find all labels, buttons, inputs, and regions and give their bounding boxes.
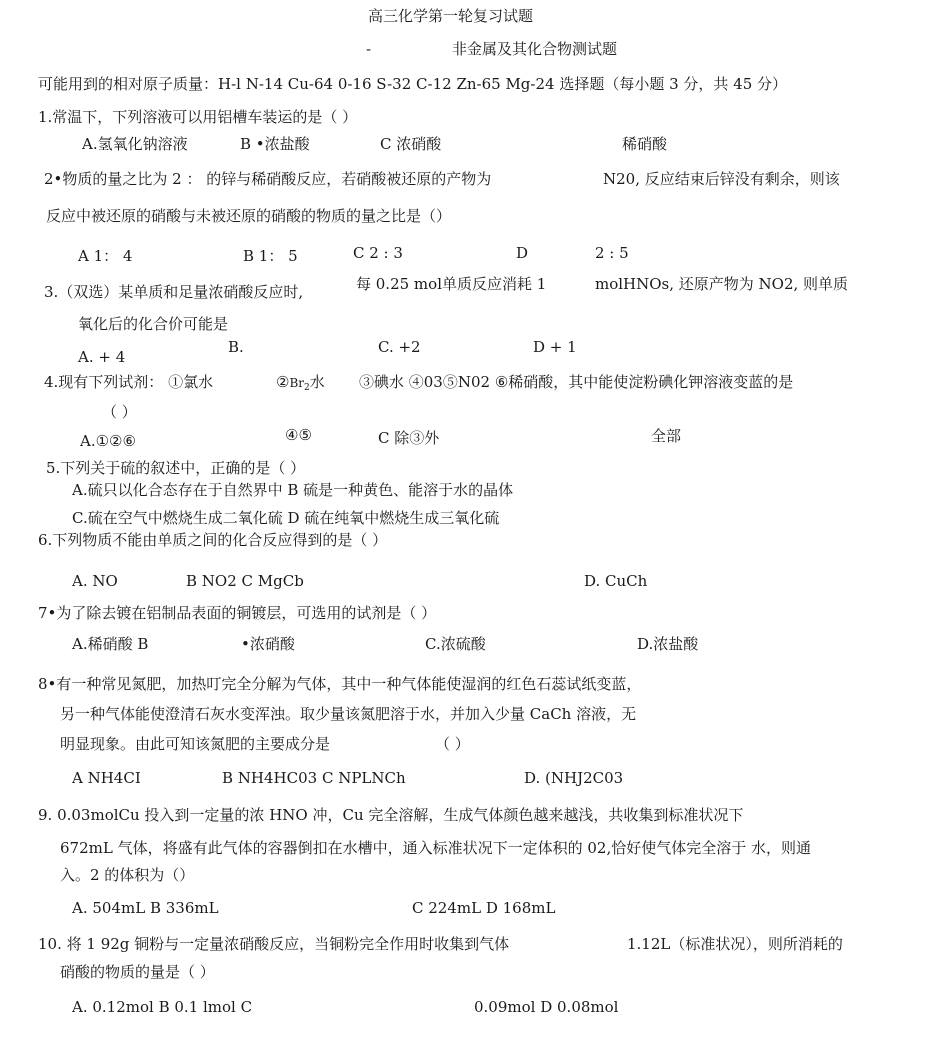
question-3-option-d: D + 1 <box>533 338 577 356</box>
question-9-stem-line-3: 入。2 的体积为（） <box>60 866 195 884</box>
question-4-option-a: A.①②⑥ <box>80 432 136 450</box>
question-3-stem-part-3: molHNOs, 还原产物为 NO2, 则单质 <box>595 275 849 293</box>
question-7-option-b: •浓硝酸 <box>241 635 295 653</box>
question-4-option-c: C 除③外 <box>378 429 440 447</box>
atomic-mass-intro: 可能用到的相对原子质量：H-l N-14 Cu-64 0-16 S-32 C-12 Zn-65 Mg-24 选择题（每小题 3 分，共 45 分） <box>38 75 788 93</box>
page-title: 高三化学第一轮复习试题 <box>368 7 534 25</box>
question-6-options-bc: B NO2 C MgCb <box>186 572 304 590</box>
question-8-option-d: D. (NHJ2C03 <box>524 769 624 787</box>
question-1-option-a: A.氢氧化钠溶液 <box>82 135 188 153</box>
question-8-stem-line-2: 另一种气体能使澄清石灰水变浑浊。取少量该氮肥溶于水，并加入少量 CaCh 溶液，无 <box>60 705 637 723</box>
question-10-option-cd: 0.09mol D 0.08mol <box>474 998 619 1016</box>
question-7-option-c: C.浓硫酸 <box>425 635 486 653</box>
question-3-stem-line-2: 氧化后的化合价可能是 <box>78 315 229 333</box>
question-2-option-d-value: 2 : 5 <box>595 244 629 262</box>
question-10-stem-line-2: 硝酸的物质的量是（ ） <box>60 963 215 981</box>
question-4-stem-part-1: 4.现有下列试剂： ①氯水 <box>44 373 214 391</box>
question-2-stem-line-2: 反应中被还原的硝酸与未被还原的硝酸的物质的量之比是（） <box>46 207 452 225</box>
question-8-options-bc: B NH4HC03 C NPLNCh <box>222 769 406 787</box>
question-5-stem: 5.下列关于硫的叙述中，正确的是（ ） <box>46 459 306 477</box>
question-3-option-a: A. + 4 <box>78 348 126 366</box>
question-1-stem: 1.常温下，下列溶液可以用铝槽车装运的是（ ） <box>38 108 358 126</box>
question-2-stem-part-2: N20, 反应结束后锌没有剩余，则该 <box>603 170 840 188</box>
question-9-options-cd: C 224mL D 168mL <box>412 899 556 917</box>
question-1-option-d: 稀硝酸 <box>622 135 668 153</box>
question-6-option-d: D. CuCh <box>584 572 648 590</box>
bromine-subscript: 2 <box>304 383 310 393</box>
question-4-answer-paren: （ ） <box>102 403 137 421</box>
circled-number-2: ② <box>276 373 290 391</box>
question-3-stem-part-1: 3.（双选）某单质和足量浓硝酸反应时, <box>44 283 304 301</box>
question-5-options-ab: A.硫只以化合态存在于自然界中 B 硫是一种黄色、能溶于水的晶体 <box>72 481 514 499</box>
question-6-option-a: A. NO <box>72 572 118 590</box>
question-8-stem-line-3: 明显现象。由此可知该氮肥的主要成分是 <box>60 735 331 753</box>
question-5-options-cd: C.硫在空气中燃烧生成二氧化硫 D 硫在纯氧中燃烧生成三氧化硫 <box>72 509 500 527</box>
question-2-option-b: B 1： 5 <box>243 247 298 265</box>
question-6-stem: 6.下列物质不能由单质之间的化合反应得到的是（ ） <box>38 531 388 549</box>
question-4-bromine-water <box>276 372 325 398</box>
question-10-stem-part-1: 10. 将 1 92g 铜粉与一定量浓硝酸反应，当铜粉完全作用时收集到气体 <box>38 935 510 953</box>
question-3-option-b: B. <box>228 338 244 356</box>
question-4-option-b: ④⑤ <box>285 426 312 444</box>
question-9-stem-line-1: 9. 0.03molCu 投入到一定量的浓 HNO 冲，Cu 完全溶解，生成气体颜色越来越浅，共收集到标准状况下 <box>38 806 744 824</box>
bromine-symbol: Br <box>289 376 305 390</box>
question-2-option-d-letter: D <box>516 244 529 262</box>
question-8-answer-paren: （ ） <box>435 735 470 753</box>
question-3-option-c: C. +2 <box>378 338 421 356</box>
question-10-options-abc: A. 0.12mol B 0.1 lmol C <box>72 998 253 1016</box>
question-9-options-ab: A. 504mL B 336mL <box>72 899 219 917</box>
question-2-option-c: C 2 : 3 <box>353 244 403 262</box>
question-4-option-d: 全部 <box>651 427 682 445</box>
question-10-stem-part-2: 1.12L（标准状况），则所消耗的 <box>627 935 843 953</box>
question-1-option-c: C 浓硝酸 <box>380 135 442 153</box>
question-1-option-b: B •浓盐酸 <box>240 135 310 153</box>
water-label: 水 <box>309 373 325 391</box>
question-4-stem-part-2: ③碘水 ④03⑤N02 ⑥稀硝酸，其中能使淀粉碘化钾溶液变蓝的是 <box>359 373 794 391</box>
question-2-stem-part-1: 2•物质的量之比为 2 ： 的锌与稀硝酸反应，若硝酸被还原的产物为 <box>44 170 492 188</box>
page-subtitle: 非金属及其化合物测试题 <box>452 40 618 58</box>
question-9-stem-line-2: 672mL 气体，将盛有此气体的容器倒扣在水槽中，通入标准状况下一定体积的 02,恰好使气体完全溶于 水，则通 <box>60 839 811 857</box>
question-2-option-a: A 1： 4 <box>78 247 133 265</box>
subtitle-dash: - <box>366 40 372 58</box>
question-8-stem-line-1: 8•有一种常见氮肥，加热叮完全分解为气体，其中一种气体能使湿润的红色石蕊试纸变蓝， <box>38 675 642 693</box>
question-7-option-d: D.浓盐酸 <box>637 635 699 653</box>
question-3-stem-part-2: 每 0.25 mol单质反应消耗 1 <box>356 275 547 293</box>
question-8-option-a: A NH4CI <box>72 769 141 787</box>
question-7-stem: 7•为了除去镀在铝制品表面的铜镀层，可选用的试剂是（ ） <box>38 604 437 622</box>
question-7-option-a: A.稀硝酸 B <box>72 635 149 653</box>
